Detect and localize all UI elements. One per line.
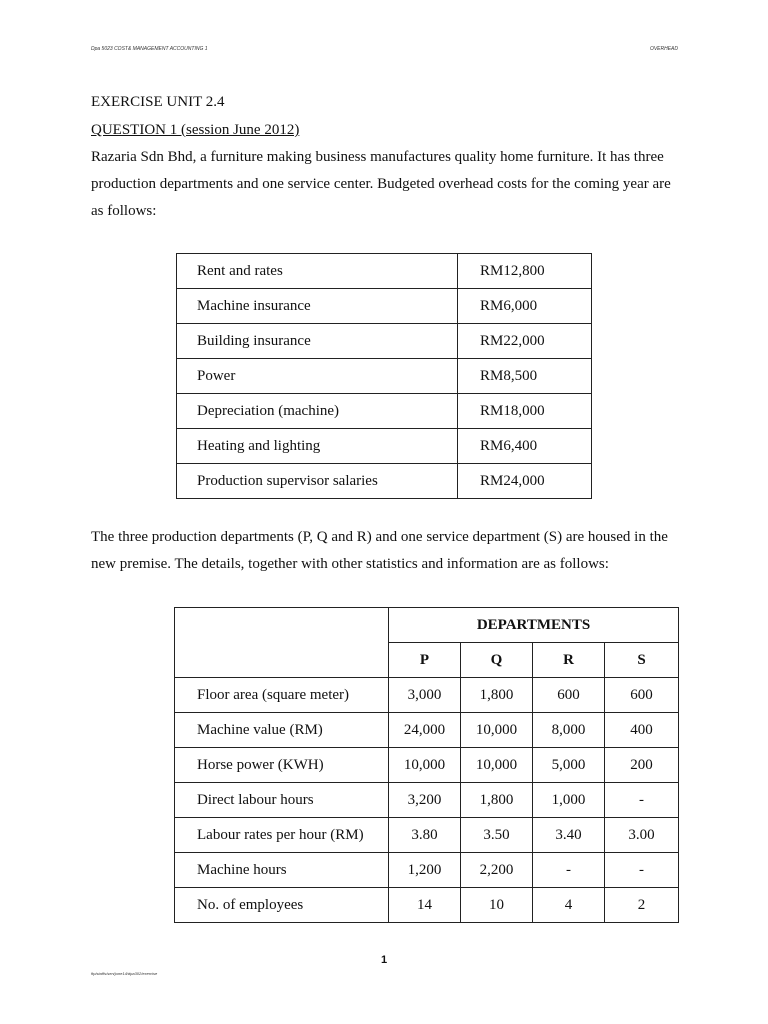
dept-stat-row	[175, 818, 679, 853]
empty-corner-cell	[175, 608, 389, 678]
dept-stat-value: 8,000	[533, 713, 605, 748]
cost-item-amount: RM18,000	[458, 394, 592, 429]
footer-path: ftp/staffs/sen/june14/dpa302/exercise	[91, 971, 158, 976]
dept-stat-row	[175, 678, 679, 713]
dept-stat-value: 400	[605, 713, 679, 748]
dept-stat-label: Horse power (KWH)	[175, 748, 389, 783]
cost-row	[177, 464, 592, 499]
dept-stat-value: 1,200	[389, 853, 461, 888]
dept-stat-value: 10,000	[461, 713, 533, 748]
dept-stat-value: 200	[605, 748, 679, 783]
cost-row	[177, 324, 592, 359]
dept-stat-row	[175, 713, 679, 748]
dept-stat-value: 3,000	[389, 678, 461, 713]
running-header-left: Dpa 5023 COST& MANAGEMENT ACCOUNTING 1	[91, 46, 208, 52]
paragraph-2-line-1: The three production departments (P, Q and R) and one service department (S) are housed in the	[91, 529, 668, 545]
cost-item-amount: RM6,400	[458, 429, 592, 464]
dept-stat-value: 3.00	[605, 818, 679, 853]
dept-stat-value: 600	[605, 678, 679, 713]
department-statistics-table	[174, 607, 679, 923]
dept-stat-value: 10,000	[389, 748, 461, 783]
dept-stat-label: Direct labour hours	[175, 783, 389, 818]
dept-stat-label: Floor area (square meter)	[175, 678, 389, 713]
dept-stat-row	[175, 853, 679, 888]
dept-stat-row	[175, 783, 679, 818]
cost-item-amount: RM6,000	[458, 289, 592, 324]
cost-row	[177, 359, 592, 394]
dept-stat-value: -	[605, 783, 679, 818]
dept-stat-value: 3.80	[389, 818, 461, 853]
dept-stat-label: No. of employees	[175, 888, 389, 923]
cost-item-amount: RM24,000	[458, 464, 592, 499]
dept-stat-label: Machine value (RM)	[175, 713, 389, 748]
departments-header: DEPARTMENTS	[389, 608, 679, 643]
cost-row	[177, 254, 592, 289]
cost-row	[177, 394, 592, 429]
cost-item-amount: RM22,000	[458, 324, 592, 359]
dept-stat-label: Labour rates per hour (RM)	[175, 818, 389, 853]
column-header-q: Q	[461, 643, 533, 678]
cost-item-label: Production supervisor salaries	[177, 464, 458, 499]
running-header-right: OVERHEAD	[649, 46, 678, 52]
dept-stat-value: 1,800	[461, 678, 533, 713]
dept-stat-value: 2,200	[461, 853, 533, 888]
cost-row	[177, 289, 592, 324]
dept-stat-value: 14	[389, 888, 461, 923]
cost-item-amount: RM12,800	[458, 254, 592, 289]
dept-stat-value: 3,200	[389, 783, 461, 818]
column-header-p: P	[389, 643, 461, 678]
cost-row	[177, 429, 592, 464]
dept-stat-value: -	[533, 853, 605, 888]
dept-stat-value: 5,000	[533, 748, 605, 783]
dept-stat-value: 3.50	[461, 818, 533, 853]
intro-line-1: Razaria Sdn Bhd, a furniture making business manufactures quality home furniture. It has three	[91, 149, 664, 165]
intro-line-2: production departments and one service center. Budgeted overhead costs for the coming year are	[91, 176, 671, 192]
cost-item-label: Rent and rates	[177, 254, 458, 289]
cost-item-label: Machine insurance	[177, 289, 458, 324]
question-title: QUESTION 1 (session June 2012)	[91, 122, 300, 138]
exercise-title: EXERCISE UNIT 2.4	[91, 94, 225, 110]
dept-stat-value: 10	[461, 888, 533, 923]
dept-stat-value: 24,000	[389, 713, 461, 748]
dept-stat-value: 1,800	[461, 783, 533, 818]
dept-stat-value: 1,000	[533, 783, 605, 818]
dept-stat-value: 4	[533, 888, 605, 923]
dept-stat-value: 3.40	[533, 818, 605, 853]
overhead-cost-table	[176, 253, 592, 499]
dept-stat-row	[175, 748, 679, 783]
cost-item-label: Power	[177, 359, 458, 394]
cost-item-label: Building insurance	[177, 324, 458, 359]
cost-item-amount: RM8,500	[458, 359, 592, 394]
cost-item-label: Heating and lighting	[177, 429, 458, 464]
dept-stat-value: 2	[605, 888, 679, 923]
column-header-r: R	[533, 643, 605, 678]
paragraph-2-line-2: new premise. The details, together with other statistics and information are as follows:	[91, 556, 609, 572]
dept-stat-value: 600	[533, 678, 605, 713]
cost-item-label: Depreciation (machine)	[177, 394, 458, 429]
dept-group-header-row	[175, 608, 679, 643]
dept-stat-value: -	[605, 853, 679, 888]
intro-line-3: as follows:	[91, 203, 157, 219]
column-header-s: S	[605, 643, 679, 678]
dept-stat-value: 10,000	[461, 748, 533, 783]
dept-stat-row	[175, 888, 679, 923]
page-number: 1	[380, 954, 388, 966]
dept-stat-label: Machine hours	[175, 853, 389, 888]
